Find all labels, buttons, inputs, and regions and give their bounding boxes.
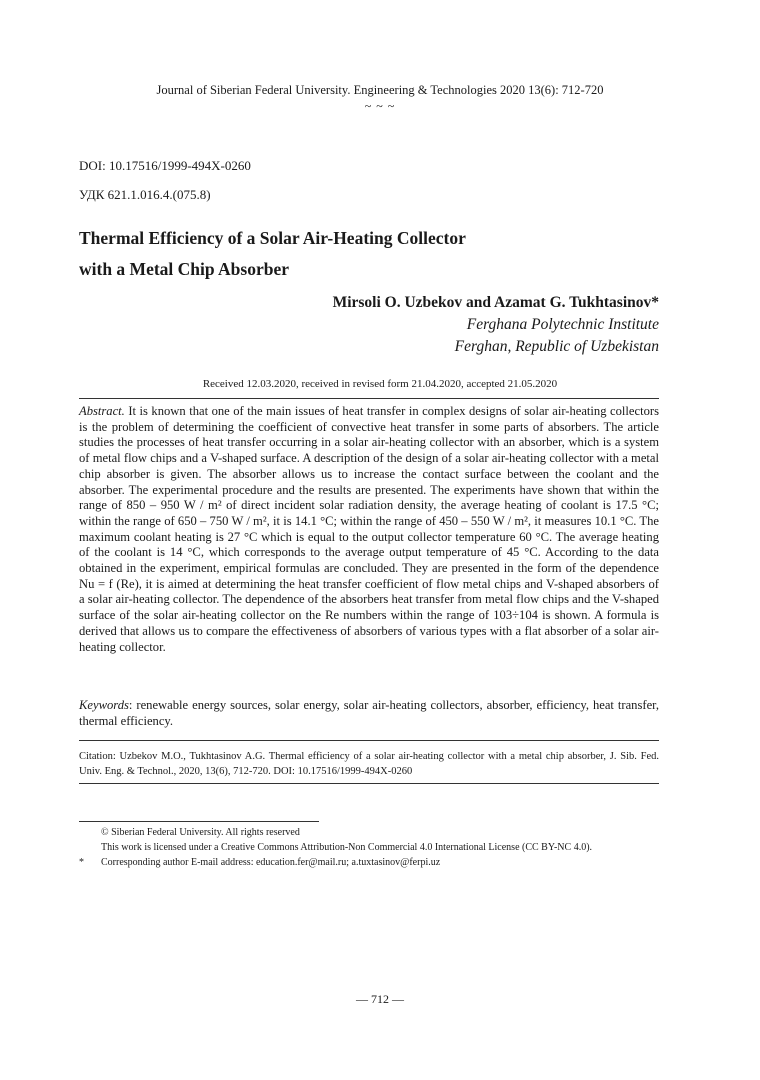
title-line-1: Thermal Efficiency of a Solar Air-Heating Collector xyxy=(79,228,466,248)
footnote-rule xyxy=(79,821,319,822)
author-names: Mirsoli O. Uzbekov and Azamat G. Tukhtasinov* xyxy=(332,294,659,311)
abstract-text: It is known that one of the main issues of heat transfer in complex designs of solar air-heating collectors is the problem of determining the coefficient of convective heat transfer in some parts of absorbers. The article studies the processes of heat transfer occurring in a solar air-heating collector with an absorber, which is a system of metal flow chips and a V-shaped surface. A description of the design of a solar air-heating collector with a metal chip absorber is given. The absorber allows us to increase the contact surface between the coolant and the absorber. The experimental procedure and the results are presented. The experiments have shown that within the range of 850 – 950 W / m² of direct incident solar radiation density, the average heating of coolant is 17.5 °C; within the range of 650 – 750 W / m², it is 14.1 °C; within the range of 450 – 550 W / m², it measures 10.1 °C. The maximum coolant heating is 27 °C which is equal to the output collector temperature 60 °C. The average heating of the coolant is 14 °C, which corresponds to the average output temperature of 45 °C. According to the data obtained in the experiment, empirical formulas are concluded. They are presented in the form of the dependence Nu = f (Re), it is aimed at determining the heat transfer coefficient of flow metal chips and V-shaped absorbers of a solar air-heating collector. The dependence of the absorbers heat transfer from metal flow chips and the V-shaped surface of the solar air-heating collector on the Re numbers within the range of 103÷104 is shown. A formula is derived that allows us to compare the effectiveness of absorbers of various types with a flat absorber of a solar air-heating collector. xyxy=(79,404,659,654)
page-number: — 712 — xyxy=(356,992,404,1006)
author-block xyxy=(333,292,659,358)
keywords-text: : renewable energy sources, solar energy, solar air-heating collectors, absorber, efficiency, heat transfer, thermal efficiency. xyxy=(79,698,659,728)
footnote-email: Corresponding author E-mail address: education.fer@mail.ru; a.tuxtasinov@ferpi.uz xyxy=(101,857,441,868)
citation: Citation: Uzbekov M.O., Tukhtasinov A.G. Thermal efficiency of a solar air-heating collector with a metal chip absorber, J. Sib. Fed. Univ. Eng. & Technol., 2020, 13(6), 712-720. DOI: 10.17516/1999-494X-0260 xyxy=(79,751,659,777)
article-title xyxy=(79,223,679,285)
keywords xyxy=(79,698,659,729)
author-location: Ferghan, Republic of Uzbekistan xyxy=(454,338,659,355)
keywords-label: Keywords xyxy=(79,698,129,712)
footnotes xyxy=(79,825,679,870)
footnote-copyright: © Siberian Federal University. All rights reserved xyxy=(101,827,300,838)
citation-bottom-rule xyxy=(79,783,659,784)
abstract-label: Abstract. xyxy=(79,404,125,418)
received-dates: Received 12.03.2020, received in revised form 21.04.2020, accepted 21.05.2020 xyxy=(202,378,558,390)
footnote-corresponding xyxy=(79,855,679,870)
doi: DOI: 10.17516/1999-494X-0260 xyxy=(79,158,251,173)
journal-header: Journal of Siberian Federal University. Engineering & Technologies 2020 13(6): 712-720 xyxy=(156,83,604,97)
footnote-asterisk: * xyxy=(79,857,84,868)
citation-top-rule xyxy=(79,740,659,741)
footnote-license: This work is licensed under a Creative Commons Attribution-Non Commercial 4.0 International License (CC BY-NC 4.0). xyxy=(101,842,593,853)
abstract-top-rule xyxy=(79,398,659,399)
udk-code: УДК 621.1.016.4.(075.8) xyxy=(79,187,211,202)
header-ornament: ~ ~ ~ xyxy=(364,99,396,113)
abstract xyxy=(79,404,659,655)
title-line-2: with a Metal Chip Absorber xyxy=(79,259,289,279)
author-institute: Ferghana Polytechnic Institute xyxy=(466,316,659,333)
